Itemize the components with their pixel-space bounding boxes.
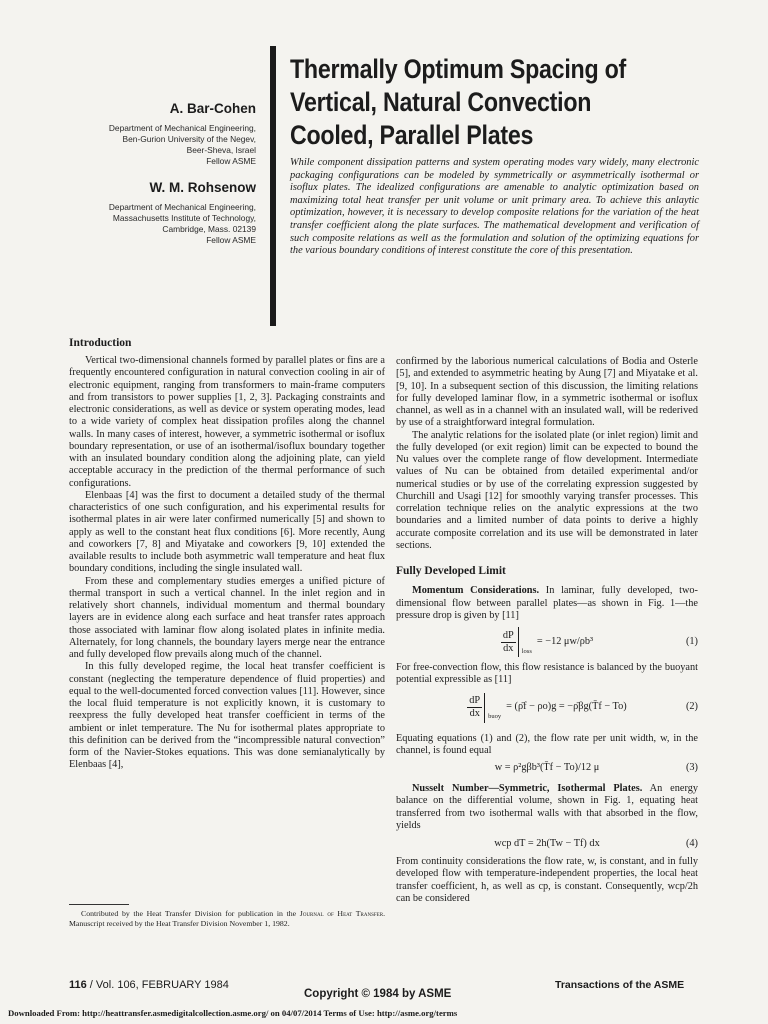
equation-3 <box>396 757 698 779</box>
fraction-denominator: dx <box>503 642 514 654</box>
equation-subscript: loss <box>521 647 532 655</box>
equation-rhs: = (ρ̄f − ρo)g = −ρ̄βg(T̄f − To) <box>506 701 627 713</box>
paragraph: For free-convection flow, this flow resistance is balanced by the buoyant potential expressible as [11] <box>396 662 698 686</box>
abstract: While component dissipation patterns and system operating modes vary widely, many electronic packaging configurations can be modeled by symmetrically or asymmetrically isothermal or isoflux plates. The idealized configurations are amenable to analytic optimization based on maximizing total heat transfer per unit volume or unit primary area. To achieve this anlaytic optimization, however, it is necessary to develop composite relations for the variation of the heat transfer coefficient along the plate surfaces. The mathematical development and verification of such composite relations as well as the formulation and solution of the optimizing equations for the various boundary conditions of interest constitute the core of this presentation. <box>290 157 699 257</box>
affiliation-line: Ben-Gurion University of the Negev, <box>122 134 256 144</box>
page-footer-left <box>69 979 229 991</box>
evaluation-bar <box>484 693 485 723</box>
affiliation-line: Cambridge, Mass. 02139 <box>162 224 256 234</box>
author-block-1 <box>70 101 256 167</box>
subheading-nusselt: Nusselt Number—Symmetric, Isothermal Plates. <box>412 783 643 794</box>
fraction-numerator: dP <box>502 629 514 641</box>
journal-name: Transactions of the ASME <box>555 979 685 991</box>
paragraph-text: An energy balance on the differential volume, shown in Fig. 1, equating heat transferred from two isothermal walls with that absorbed in the flow, yields <box>396 783 698 831</box>
footnote <box>69 909 385 928</box>
equation-number: (3) <box>685 761 698 773</box>
affiliation-line: Massachusetts Institute of Technology, <box>112 213 256 223</box>
equation-1 <box>396 622 698 662</box>
equation-4 <box>396 832 698 856</box>
footnote-text: . Manuscript received by the Heat Transfer Division November 1, 1982. <box>69 909 386 928</box>
paragraph: From continuity considerations the flow rate, w, is constant, and in fully developed flow with temperature-independent properties, the local heat transfer coefficient, h, as well as cp, is constant. Consequently, wcp/2h can be considered <box>396 856 698 904</box>
fraction <box>467 695 482 720</box>
equation-number: (2) <box>685 701 698 713</box>
paragraph: In this fully developed regime, the local heat transfer coefficient is constant (neglecting the temperature dependence of fluid properties) and equal to the well-documented forced convection values [11]. However, since the local fluid temperature is not explicitly known, it is customary to reexpress the fully developed heat transfer coefficient in terms of the ambient or inlet temperature. The Nu for isothermal plates appropriate to this definition can be derived from the “incompressible natural convection” form of the Navier-Stokes equations. This was done semianalytically by Elenbaas [4], <box>69 661 385 771</box>
affiliation-line: Department of Mechanical Engineering, <box>108 123 256 133</box>
footnote-text: Contributed by the Heat Transfer Division for publication in the <box>81 909 300 918</box>
copyright: Copyright © 1984 by ASME <box>304 988 452 1000</box>
left-column <box>69 337 385 772</box>
fraction-numerator: dP <box>469 695 481 706</box>
intro-body <box>69 355 385 772</box>
affiliation-line: Beer-Sheva, Israel <box>186 145 256 155</box>
title-line: Vertical, Natural Convection <box>290 87 592 117</box>
download-notice: Downloaded From: http://heattransfer.asmedigitalcollection.asme.org/ on 04/07/2014 Terms of Use: http://asme.org/terms <box>8 1008 458 1018</box>
page-number: 116 <box>69 979 87 991</box>
equation-number: (1) <box>685 635 698 647</box>
equation-body: wcp dT = 2h(Tw − Tf) dx <box>494 837 600 849</box>
author-block-2 <box>70 180 256 246</box>
paragraph-momentum <box>396 585 698 622</box>
title-line: Cooled, Parallel Plates <box>290 120 534 150</box>
paragraph: Vertical two-dimensional channels formed by parallel plates or fins are a frequently encountered configuration in natural convection cooling in air of electronic equipment, ranging from transformers to main-frame computers and from transistors to power supplies [1, 2, 3]. Packaging constraints and electronic considerations, as well as device or system operating modes, lead to a wide variety of complex heat dissipation profiles along the channel walls. In many cases of interest, however, a symmetric isothermal or isoflux boundary representation, or use of an isothermal/isoflux boundary together with an insulated boundary condition along the adjoining plate, can yield acceptable accuracy in the prediction of the thermal performance of such configurations. <box>69 355 385 489</box>
equation-rhs: = −12 μw/ρb³ <box>536 635 594 647</box>
section-heading-fully-developed: Fully Developed Limit <box>396 565 506 577</box>
fraction <box>501 630 516 655</box>
paragraph: From these and complementary studies emerges a unified picture of thermal transport in such a vertical channel. In the inlet region and in relatively short channels, individual momentum and thermal boundary layers are in evidence along each surface and heat transfer rates approach those associated with laminar flow along isolated plates in infinite media. Alternately, for long channels, the boundary layers merge near the entrance and fully developed flow prevails along much of the channel. <box>69 575 385 660</box>
evaluation-bar <box>518 627 519 657</box>
footnote-rule <box>69 904 129 905</box>
title-line: Thermally Optimum Spacing of <box>290 54 626 84</box>
journal-issue: / Vol. 106, FEBRUARY 1984 <box>86 979 229 991</box>
equation-2 <box>396 687 698 729</box>
paragraph: The analytic relations for the isolated plate (or inlet region) limit and the fully developed (or exit region) limit can be expected to bound the Nu values over the complete range of flow development. Intermediate values of Nu can be obtained from detailed experimental and/or numerical studies or by use of the correlating expression suggested by Churchill and Usagi [12] for smoothly varying transfer processes. This correlation technique relies on the analytic expressions at the two boundaries and a limited number of data points to derive a highly accurate composite correlation and its use will be demonstrated in later sections. <box>396 429 698 551</box>
equation-body: w = ρ²gβb³(T̄f − To)/12 μ <box>494 761 600 773</box>
paragraph-nusselt <box>396 783 698 832</box>
footnote-journal: Journal of Heat Transfer <box>299 909 384 918</box>
author-name: W. M. Rohsenow <box>149 180 256 195</box>
section-heading-introduction: Introduction <box>69 337 132 349</box>
affiliation-line: Fellow ASME <box>206 156 256 166</box>
subheading-momentum: Momentum Considerations. <box>412 585 540 597</box>
equation-number: (4) <box>685 837 698 849</box>
paragraph: confirmed by the laborious numerical calculations of Bodia and Osterle [5], and extended to asymmetric heating by Aung [7] and Miyatake et al. [9, 10]. In a subsequent section of this discussion, the limiting relations for fully developed laminar flow, in a symmetric isothermal or isoflux channel, as well as in a channel with an insulated wall, will be rederived by use of a straightforward integral formulation. <box>396 356 698 429</box>
author-affiliation <box>70 202 256 246</box>
fraction-denominator: dx <box>469 708 480 719</box>
paragraph: Elenbaas [4] was the first to document a detailed study of the thermal characteristics of one such configuration, and his experimental results for isothermal plates in air were later confirmed numerically [5] and shown to apply as well to the constant heat flux conditions [6]. More recently, Aung and coworkers [7, 8] and Miyatake and coworkers [9, 10] extended the available results to include both asymmetric wall temperature and heat flux boundary conditions, including the single insulated wall. <box>69 489 385 575</box>
right-column <box>396 356 698 905</box>
author-name: A. Bar-Cohen <box>169 101 256 116</box>
title-divider-bar <box>270 46 276 326</box>
affiliation-line: Fellow ASME <box>206 235 256 245</box>
author-affiliation <box>70 123 256 167</box>
paper-title <box>290 53 710 152</box>
equation-subscript: buoy <box>488 713 502 721</box>
paragraph-text: In laminar, fully developed, two-dimensional flow between parallel plates—as shown in Fig. 1—the pressure drop is given by [11] <box>396 585 698 621</box>
paragraph: Equating equations (1) and (2), the flow rate per unit width, w, in the channel, is found equal <box>396 732 698 756</box>
affiliation-line: Department of Mechanical Engineering, <box>108 202 256 212</box>
